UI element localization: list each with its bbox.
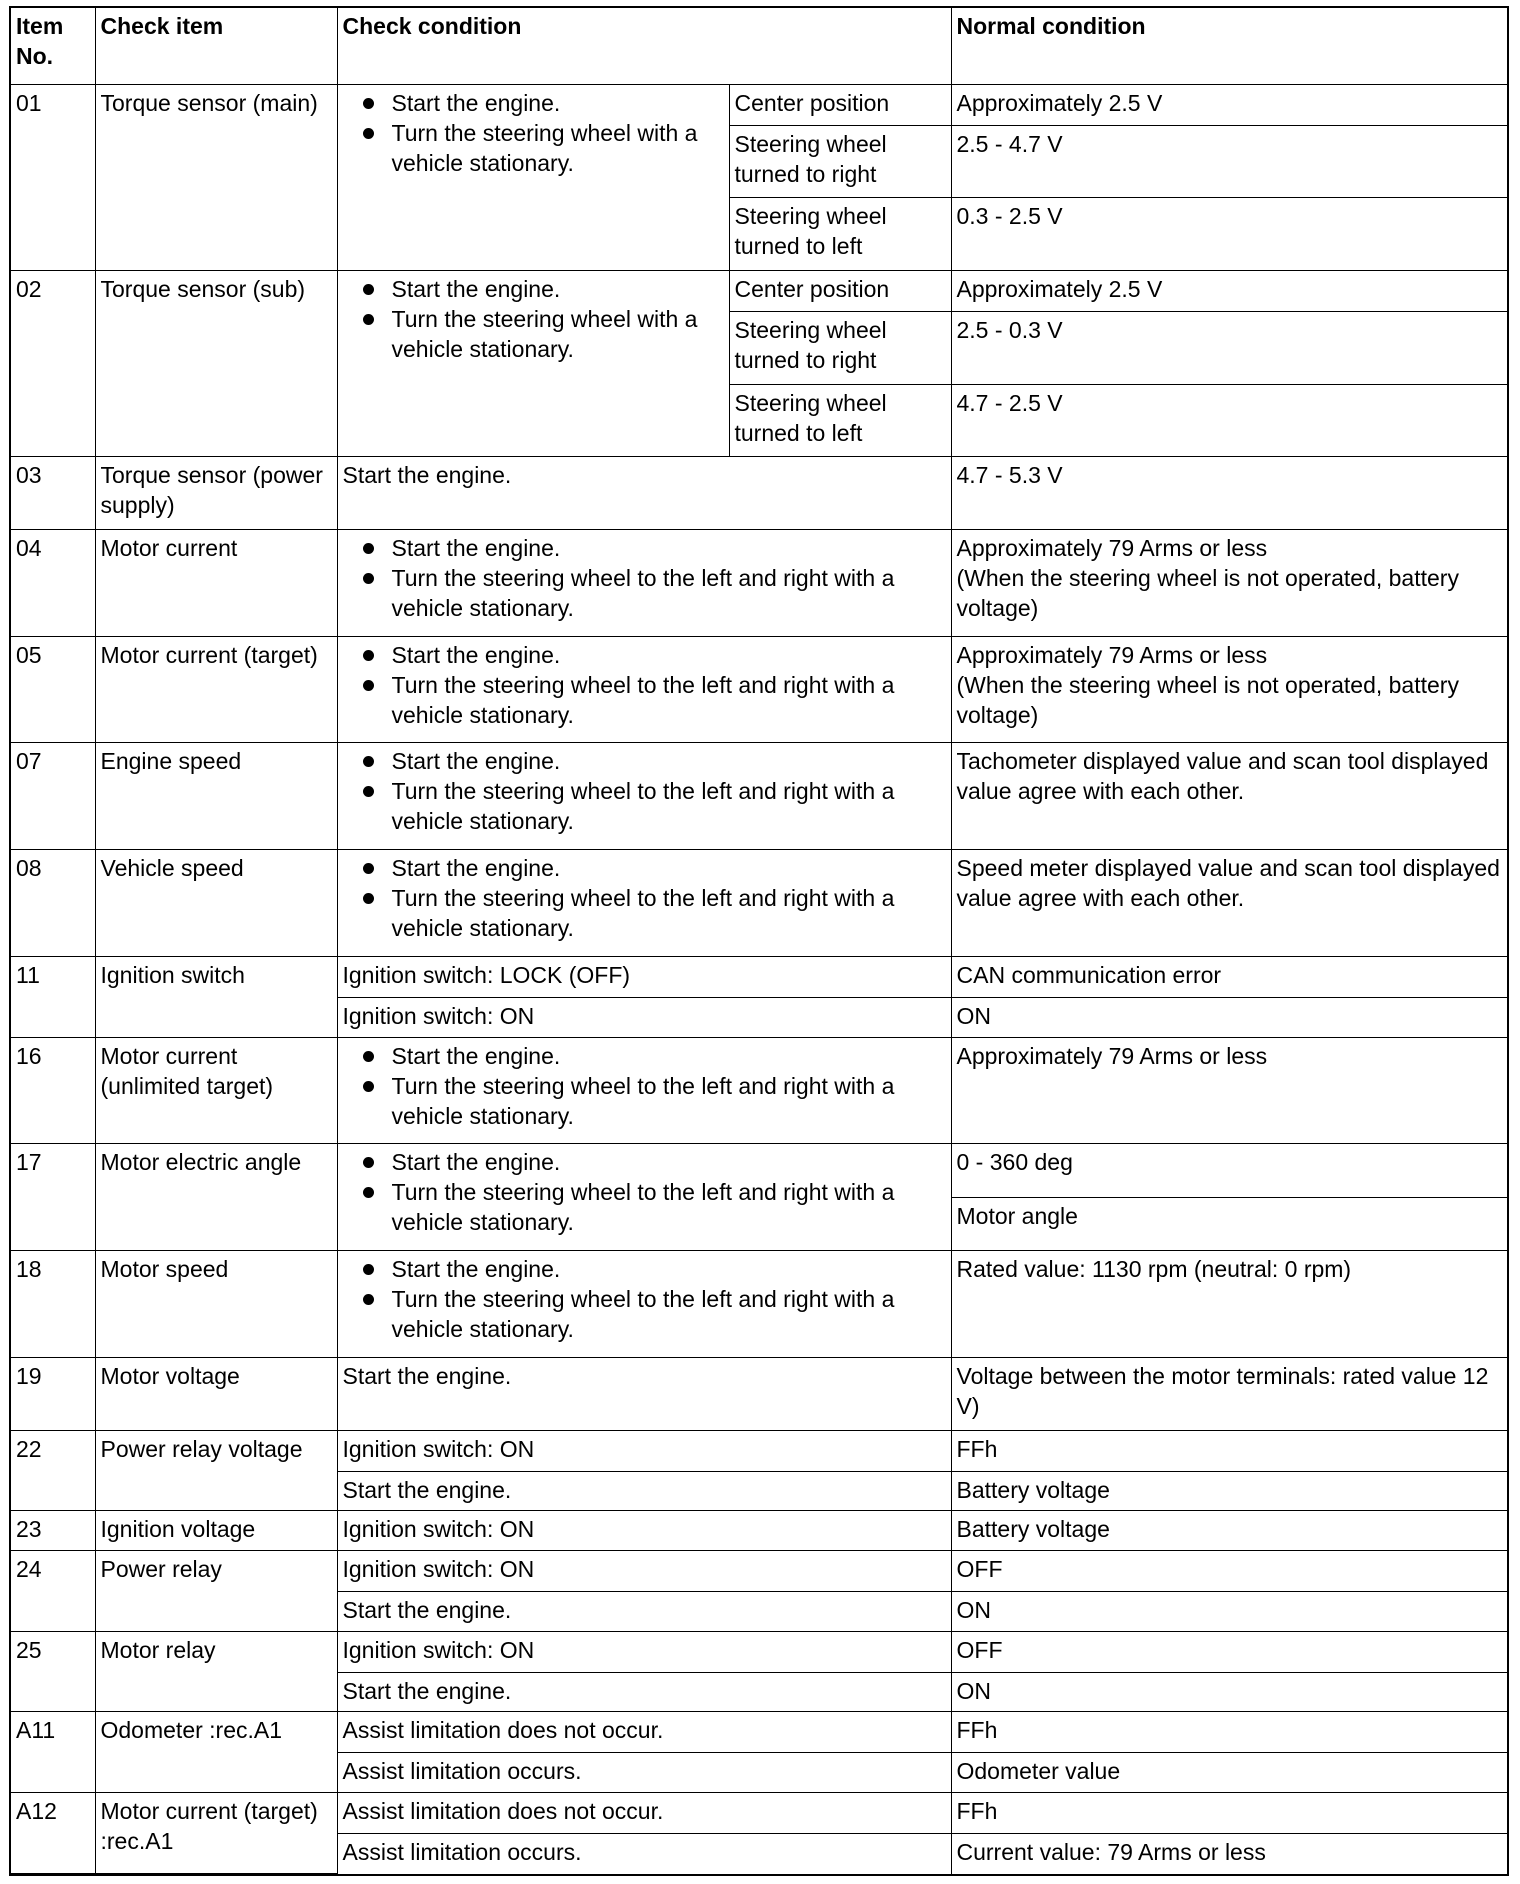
table-row — [11, 850, 1509, 957]
item-no: 23 — [11, 1511, 95, 1551]
check-condition: Ignition switch: ON — [337, 997, 951, 1037]
condition-bullet: Turn the steering wheel to the left and right with a vehicle stationary. — [343, 1177, 946, 1237]
normal-line: Approximately 79 Arms or less — [956, 641, 1268, 668]
item-no: 05 — [11, 636, 95, 743]
check-item: Torque sensor (sub) — [95, 270, 337, 456]
table-row — [11, 1430, 1509, 1471]
check-item: Motor voltage — [95, 1358, 337, 1431]
normal-condition: 4.7 - 5.3 V — [951, 457, 1509, 530]
data-monitor-table-sheet — [9, 6, 1509, 1876]
condition-bullet: Start the engine. — [343, 1147, 946, 1177]
table-row — [11, 1037, 1509, 1144]
table-row — [11, 84, 1509, 125]
condition-bullet: Turn the steering wheel to the left and right with a vehicle stationary. — [343, 1071, 946, 1131]
condition-bullet: Start the engine. — [343, 853, 946, 883]
condition-bullet: Turn the steering wheel to the left and right with a vehicle stationary. — [343, 883, 946, 943]
table-row — [11, 1251, 1509, 1358]
normal-condition: 0.3 - 2.5 V — [951, 198, 1509, 271]
normal-condition: Rated value: 1130 rpm (neutral: 0 rpm) — [951, 1251, 1509, 1358]
check-condition — [337, 84, 729, 270]
condition-bullet: Turn the steering wheel with a vehicle stationary. — [343, 304, 724, 364]
normal-condition: ON — [951, 1592, 1509, 1632]
item-no: 19 — [11, 1358, 95, 1431]
check-condition: Ignition switch: ON — [337, 1511, 951, 1551]
header-item-no: Item No. — [11, 8, 95, 84]
normal-condition: Speed meter displayed value and scan tool displayed value agree with each other. — [951, 850, 1509, 957]
item-no: 25 — [11, 1631, 95, 1712]
normal-condition: 2.5 - 0.3 V — [951, 311, 1509, 384]
normal-condition: 0 - 360 deg — [951, 1144, 1509, 1197]
normal-condition: CAN communication error — [951, 957, 1509, 998]
check-item: Motor current (target) — [95, 636, 337, 743]
condition-bullet: Start the engine. — [343, 1041, 946, 1071]
item-no: 01 — [11, 84, 95, 270]
table-row — [11, 270, 1509, 311]
normal-condition: Tachometer displayed value and scan tool displayed value agree with each other. — [951, 743, 1509, 850]
check-condition — [337, 529, 951, 636]
check-item: Ignition voltage — [95, 1511, 337, 1551]
check-condition — [337, 1251, 951, 1358]
check-condition: Assist limitation does not occur. — [337, 1793, 951, 1834]
normal-condition: 4.7 - 2.5 V — [951, 384, 1509, 457]
check-condition: Start the engine. — [337, 1592, 951, 1632]
header-row — [11, 8, 1509, 84]
table-row — [11, 1551, 1509, 1592]
steering-state: Center position — [729, 270, 951, 311]
item-no: 04 — [11, 529, 95, 636]
table-row — [11, 457, 1509, 530]
check-condition: Assist limitation occurs. — [337, 1833, 951, 1873]
check-condition: Start the engine. — [337, 1358, 951, 1431]
item-no: 22 — [11, 1430, 95, 1511]
check-item: Motor speed — [95, 1251, 337, 1358]
condition-bullet: Start the engine. — [343, 88, 724, 118]
check-condition: Ignition switch: ON — [337, 1430, 951, 1471]
check-item: Motor relay — [95, 1631, 337, 1712]
check-condition: Assist limitation does not occur. — [337, 1712, 951, 1753]
steering-state: Steering wheel turned to left — [729, 384, 951, 457]
normal-condition: OFF — [951, 1631, 1509, 1672]
check-condition — [337, 743, 951, 850]
normal-condition: Approximately 2.5 V — [951, 84, 1509, 125]
table-row — [11, 1793, 1509, 1834]
check-condition: Start the engine. — [337, 1471, 951, 1511]
condition-bullet: Start the engine. — [343, 746, 946, 776]
normal-line: Approximately 79 Arms or less — [956, 534, 1268, 561]
item-no: A11 — [11, 1712, 95, 1793]
check-item: Motor current (unlimited target) — [95, 1037, 337, 1144]
item-no: 17 — [11, 1144, 95, 1251]
check-condition — [337, 1037, 951, 1144]
check-item: Power relay — [95, 1551, 337, 1632]
condition-bullet: Turn the steering wheel to the left and right with a vehicle stationary. — [343, 563, 946, 623]
normal-condition: Voltage between the motor terminals: rated value 12 V) — [951, 1358, 1509, 1431]
condition-bullet: Start the engine. — [343, 533, 946, 563]
table-row — [11, 1511, 1509, 1551]
condition-bullet: Start the engine. — [343, 274, 724, 304]
table-row — [11, 529, 1509, 636]
check-condition — [337, 850, 951, 957]
normal-condition: 2.5 - 4.7 V — [951, 125, 1509, 198]
normal-condition — [951, 636, 1509, 743]
header-check-condition: Check condition — [337, 8, 951, 84]
check-item: Motor electric angle — [95, 1144, 337, 1251]
normal-condition: Battery voltage — [951, 1471, 1509, 1511]
table-row — [11, 957, 1509, 998]
check-item: Ignition switch — [95, 957, 337, 1038]
data-monitor-table — [11, 8, 1509, 1874]
steering-state: Center position — [729, 84, 951, 125]
check-condition — [337, 270, 729, 456]
check-item: Torque sensor (power supply) — [95, 457, 337, 530]
item-no: 07 — [11, 743, 95, 850]
item-no: 08 — [11, 850, 95, 957]
table-row — [11, 1144, 1509, 1197]
steering-state: Steering wheel turned to left — [729, 198, 951, 271]
check-item: Motor current — [95, 529, 337, 636]
normal-condition: Current value: 79 Arms or less — [951, 1833, 1509, 1873]
check-condition: Ignition switch: ON — [337, 1551, 951, 1592]
normal-condition: ON — [951, 997, 1509, 1037]
item-no: 02 — [11, 270, 95, 456]
normal-condition: FFh — [951, 1793, 1509, 1834]
header-check-item: Check item — [95, 8, 337, 84]
item-no: 24 — [11, 1551, 95, 1632]
normal-line: (When the steering wheel is not operated, battery voltage) — [956, 671, 1459, 728]
normal-condition: FFh — [951, 1712, 1509, 1753]
table-row — [11, 1712, 1509, 1753]
table-row — [11, 1358, 1509, 1431]
item-no: A12 — [11, 1793, 95, 1874]
check-item: Engine speed — [95, 743, 337, 850]
normal-condition: Approximately 79 Arms or less — [951, 1037, 1509, 1144]
item-no: 18 — [11, 1251, 95, 1358]
table-row — [11, 743, 1509, 850]
check-item: Motor current (target) :rec.A1 — [95, 1793, 337, 1874]
check-item: Torque sensor (main) — [95, 84, 337, 270]
condition-bullet: Start the engine. — [343, 640, 946, 670]
normal-condition: OFF — [951, 1551, 1509, 1592]
normal-condition: ON — [951, 1672, 1509, 1712]
normal-line: (When the steering wheel is not operated, battery voltage) — [956, 564, 1459, 621]
header-normal-condition: Normal condition — [951, 8, 1509, 84]
item-no: 11 — [11, 957, 95, 1038]
check-item: Power relay voltage — [95, 1430, 337, 1511]
check-condition: Start the engine. — [337, 457, 951, 530]
normal-condition: Battery voltage — [951, 1511, 1509, 1551]
condition-bullet: Turn the steering wheel to the left and right with a vehicle stationary. — [343, 776, 946, 836]
normal-condition — [951, 529, 1509, 636]
condition-bullet: Turn the steering wheel to the left and right with a vehicle stationary. — [343, 1284, 946, 1344]
normal-condition: FFh — [951, 1430, 1509, 1471]
steering-state: Steering wheel turned to right — [729, 125, 951, 198]
check-condition: Ignition switch: LOCK (OFF) — [337, 957, 951, 998]
table-row — [11, 636, 1509, 743]
condition-bullet: Turn the steering wheel with a vehicle stationary. — [343, 118, 724, 178]
check-condition — [337, 636, 951, 743]
check-condition — [337, 1144, 951, 1251]
item-no: 03 — [11, 457, 95, 530]
check-condition: Start the engine. — [337, 1672, 951, 1712]
check-condition: Ignition switch: ON — [337, 1631, 951, 1672]
check-item: Odometer :rec.A1 — [95, 1712, 337, 1793]
normal-condition: Motor angle — [951, 1197, 1509, 1250]
check-condition: Assist limitation occurs. — [337, 1753, 951, 1793]
steering-state: Steering wheel turned to right — [729, 311, 951, 384]
condition-bullet: Turn the steering wheel to the left and right with a vehicle stationary. — [343, 670, 946, 730]
table-row — [11, 1631, 1509, 1672]
condition-bullet: Start the engine. — [343, 1254, 946, 1284]
normal-condition: Approximately 2.5 V — [951, 270, 1509, 311]
item-no: 16 — [11, 1037, 95, 1144]
normal-condition: Odometer value — [951, 1753, 1509, 1793]
check-item: Vehicle speed — [95, 850, 337, 957]
